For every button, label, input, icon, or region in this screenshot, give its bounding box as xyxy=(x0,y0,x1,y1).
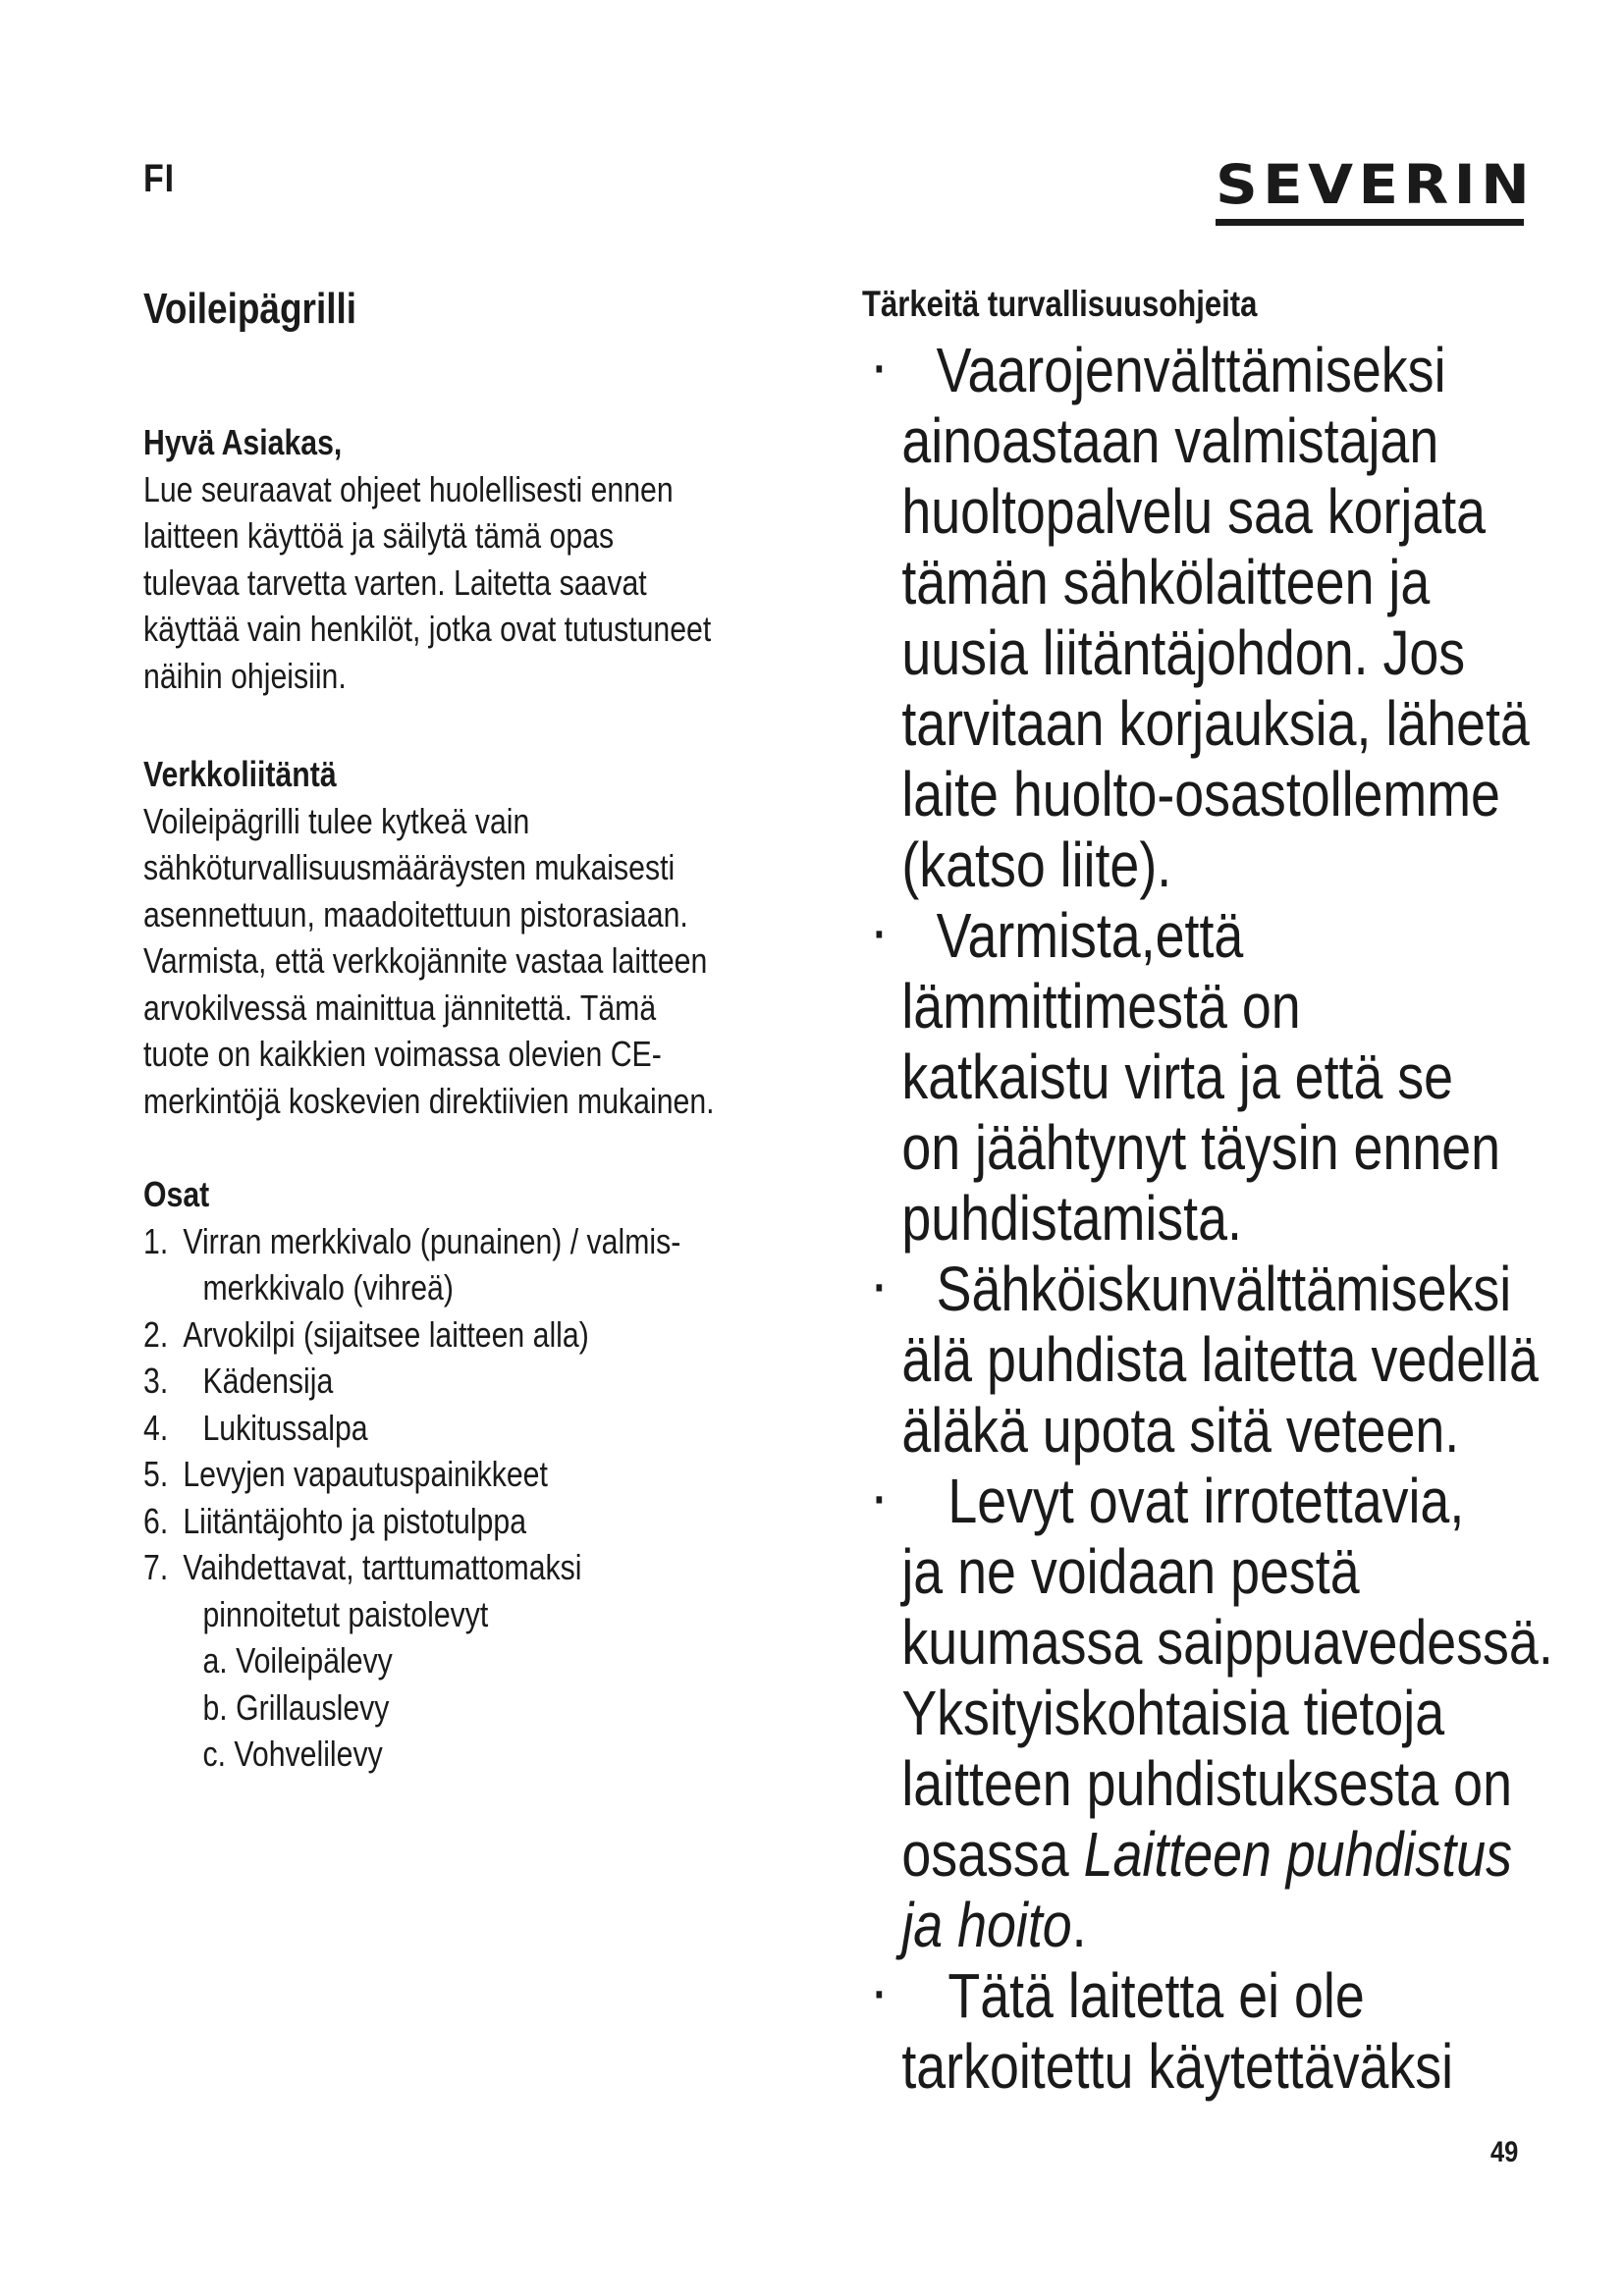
network-section xyxy=(143,751,890,1124)
safety-item xyxy=(862,1960,1454,2102)
text-line: käyttää vain henkilöt, jotka ovat tutustuneet xyxy=(143,609,712,649)
bullet-icon: · xyxy=(873,909,888,961)
text-line: kuumassa saippuavedessä. xyxy=(901,1607,1553,1678)
safety-item xyxy=(862,335,1530,900)
left-column xyxy=(143,280,831,1774)
language-code: FI xyxy=(143,157,175,200)
list-item: 2. Arvokilpi (sijaitsee laitteen alla) xyxy=(143,1313,589,1355)
sub-list-item: c. Vohvelilevy xyxy=(202,1734,383,1774)
safety-list xyxy=(862,335,1553,2102)
text-line: laitteen puhdistuksesta on xyxy=(901,1748,1512,1819)
text-line: sähköturvallisuusmääräysten mukaisesti xyxy=(143,847,676,887)
safety-title: Tärkeitä turvallisuusohjeita xyxy=(862,284,1258,324)
text-line: Varmista, että verkkojännite vastaa laitteen xyxy=(143,940,708,981)
item-first-line: Sähköiskunvälttämiseksi xyxy=(936,1254,1512,1324)
text-line: (katso liite). xyxy=(901,829,1172,900)
section-reference: Laitteen puhdistus xyxy=(1083,1819,1512,1890)
safety-item xyxy=(862,900,1501,1254)
parts-heading: Osat xyxy=(143,1174,210,1214)
bullet-icon: · xyxy=(873,344,888,396)
text-line: äläkä upota sitä veteen. xyxy=(901,1395,1460,1466)
text-line: huoltopalvelu saa korjata xyxy=(901,476,1487,547)
item-first-line: Varmista,että xyxy=(936,900,1244,971)
text-line: merkintöjä koskevien direktiivien mukainen. xyxy=(143,1080,715,1121)
greeting-heading: Hyvä Asiakas, xyxy=(143,422,343,462)
text-line: älä puhdista laitetta vedellä xyxy=(901,1324,1539,1395)
list-item: 3. Kädensija xyxy=(143,1361,334,1401)
item-first-line: Levyt ovat irrotettavia, xyxy=(947,1466,1465,1536)
bullet-icon: · xyxy=(873,1262,888,1314)
text-line: lämmittimestä on xyxy=(901,971,1301,1041)
safety-item xyxy=(862,1254,1539,1466)
parts-section xyxy=(143,1171,890,1778)
text-line: laitteen käyttöä ja säilytä tämä opas xyxy=(143,515,615,556)
page-number: 49 xyxy=(1490,2136,1519,2168)
list-item: 4. Lukitussalpa xyxy=(143,1407,368,1448)
list-item-continuation: merkkivalo (vihreä) xyxy=(202,1267,454,1308)
bullet-icon: · xyxy=(873,1969,888,2021)
safety-item xyxy=(862,1466,1553,1960)
network-heading: Verkkoliitäntä xyxy=(143,754,337,794)
text-line: puhdistamista. xyxy=(901,1183,1242,1254)
text-line: tarvitaan korjauksia, lähetä xyxy=(901,688,1530,759)
greeting-section xyxy=(143,419,890,699)
text-line: asennettuun, maadoitettuun pistorasiaan. xyxy=(143,893,688,934)
text-line: näihin ohjeisiin. xyxy=(143,655,347,696)
right-column xyxy=(862,280,1553,2102)
text-line: Voileipägrilli tulee kytkeä vain xyxy=(143,800,530,841)
list-item: 6. Liitäntäjohto ja pistotulppa xyxy=(143,1500,527,1541)
text-line: arvokilvessä mainittua jännitettä. Tämä xyxy=(143,987,657,1028)
item-first-line: Vaarojenvälttämiseksi xyxy=(936,335,1446,405)
bullet-icon: · xyxy=(873,1474,888,1526)
text-line: tulevaa tarvetta varten. Laitetta saavat xyxy=(143,561,647,603)
text-line: katkaistu virta ja että se xyxy=(901,1041,1454,1112)
text-line: uusia liitäntäjohdon. Jos xyxy=(901,617,1466,688)
text-line: tarkoitettu käytettäväksi xyxy=(901,2031,1454,2102)
text-line: tuote on kaikkien voimassa olevien CE- xyxy=(143,1034,662,1074)
list-item: 7. Vaihdettavat, tarttumattomaksi xyxy=(143,1547,582,1587)
list-item: 5. Levyjen vapautuspainikkeet xyxy=(143,1454,548,1494)
text-line: osassa Laitteen puhdistus xyxy=(901,1819,1512,1890)
text-line: laite huolto-osastollemme xyxy=(901,759,1500,829)
section-reference: ja hoito xyxy=(901,1890,1072,1960)
list-item: 1. Virran merkkivalo (punainen) / valmis- xyxy=(143,1220,681,1261)
list-item-continuation: pinnoitetut paistolevyt xyxy=(202,1593,489,1634)
page-title: Voileipägrilli xyxy=(143,285,357,333)
text-line: ja ne voidaan pestä xyxy=(901,1536,1360,1607)
sub-list-item: a. Voileipälevy xyxy=(202,1640,393,1681)
item-first-line: Tätä laitetta ei ole xyxy=(947,1960,1365,2031)
parts-list xyxy=(143,1218,770,1778)
sub-list-item: b. Grillauslevy xyxy=(202,1686,390,1728)
text-line: Lue seuraavat ohjeet huolellisesti ennen xyxy=(143,468,674,509)
text-line: ainoastaan valmistajan xyxy=(901,405,1439,476)
brand-name: SEVERIN xyxy=(1216,153,1536,216)
text-line: Yksityiskohtaisia tietoja xyxy=(901,1678,1445,1748)
text-line: tämän sähkölaitteen ja xyxy=(901,547,1431,617)
text-line: on jäähtynyt täysin ennen xyxy=(901,1112,1501,1183)
severin-logo xyxy=(1216,153,1536,226)
text-line: ja hoito. xyxy=(901,1890,1087,1960)
